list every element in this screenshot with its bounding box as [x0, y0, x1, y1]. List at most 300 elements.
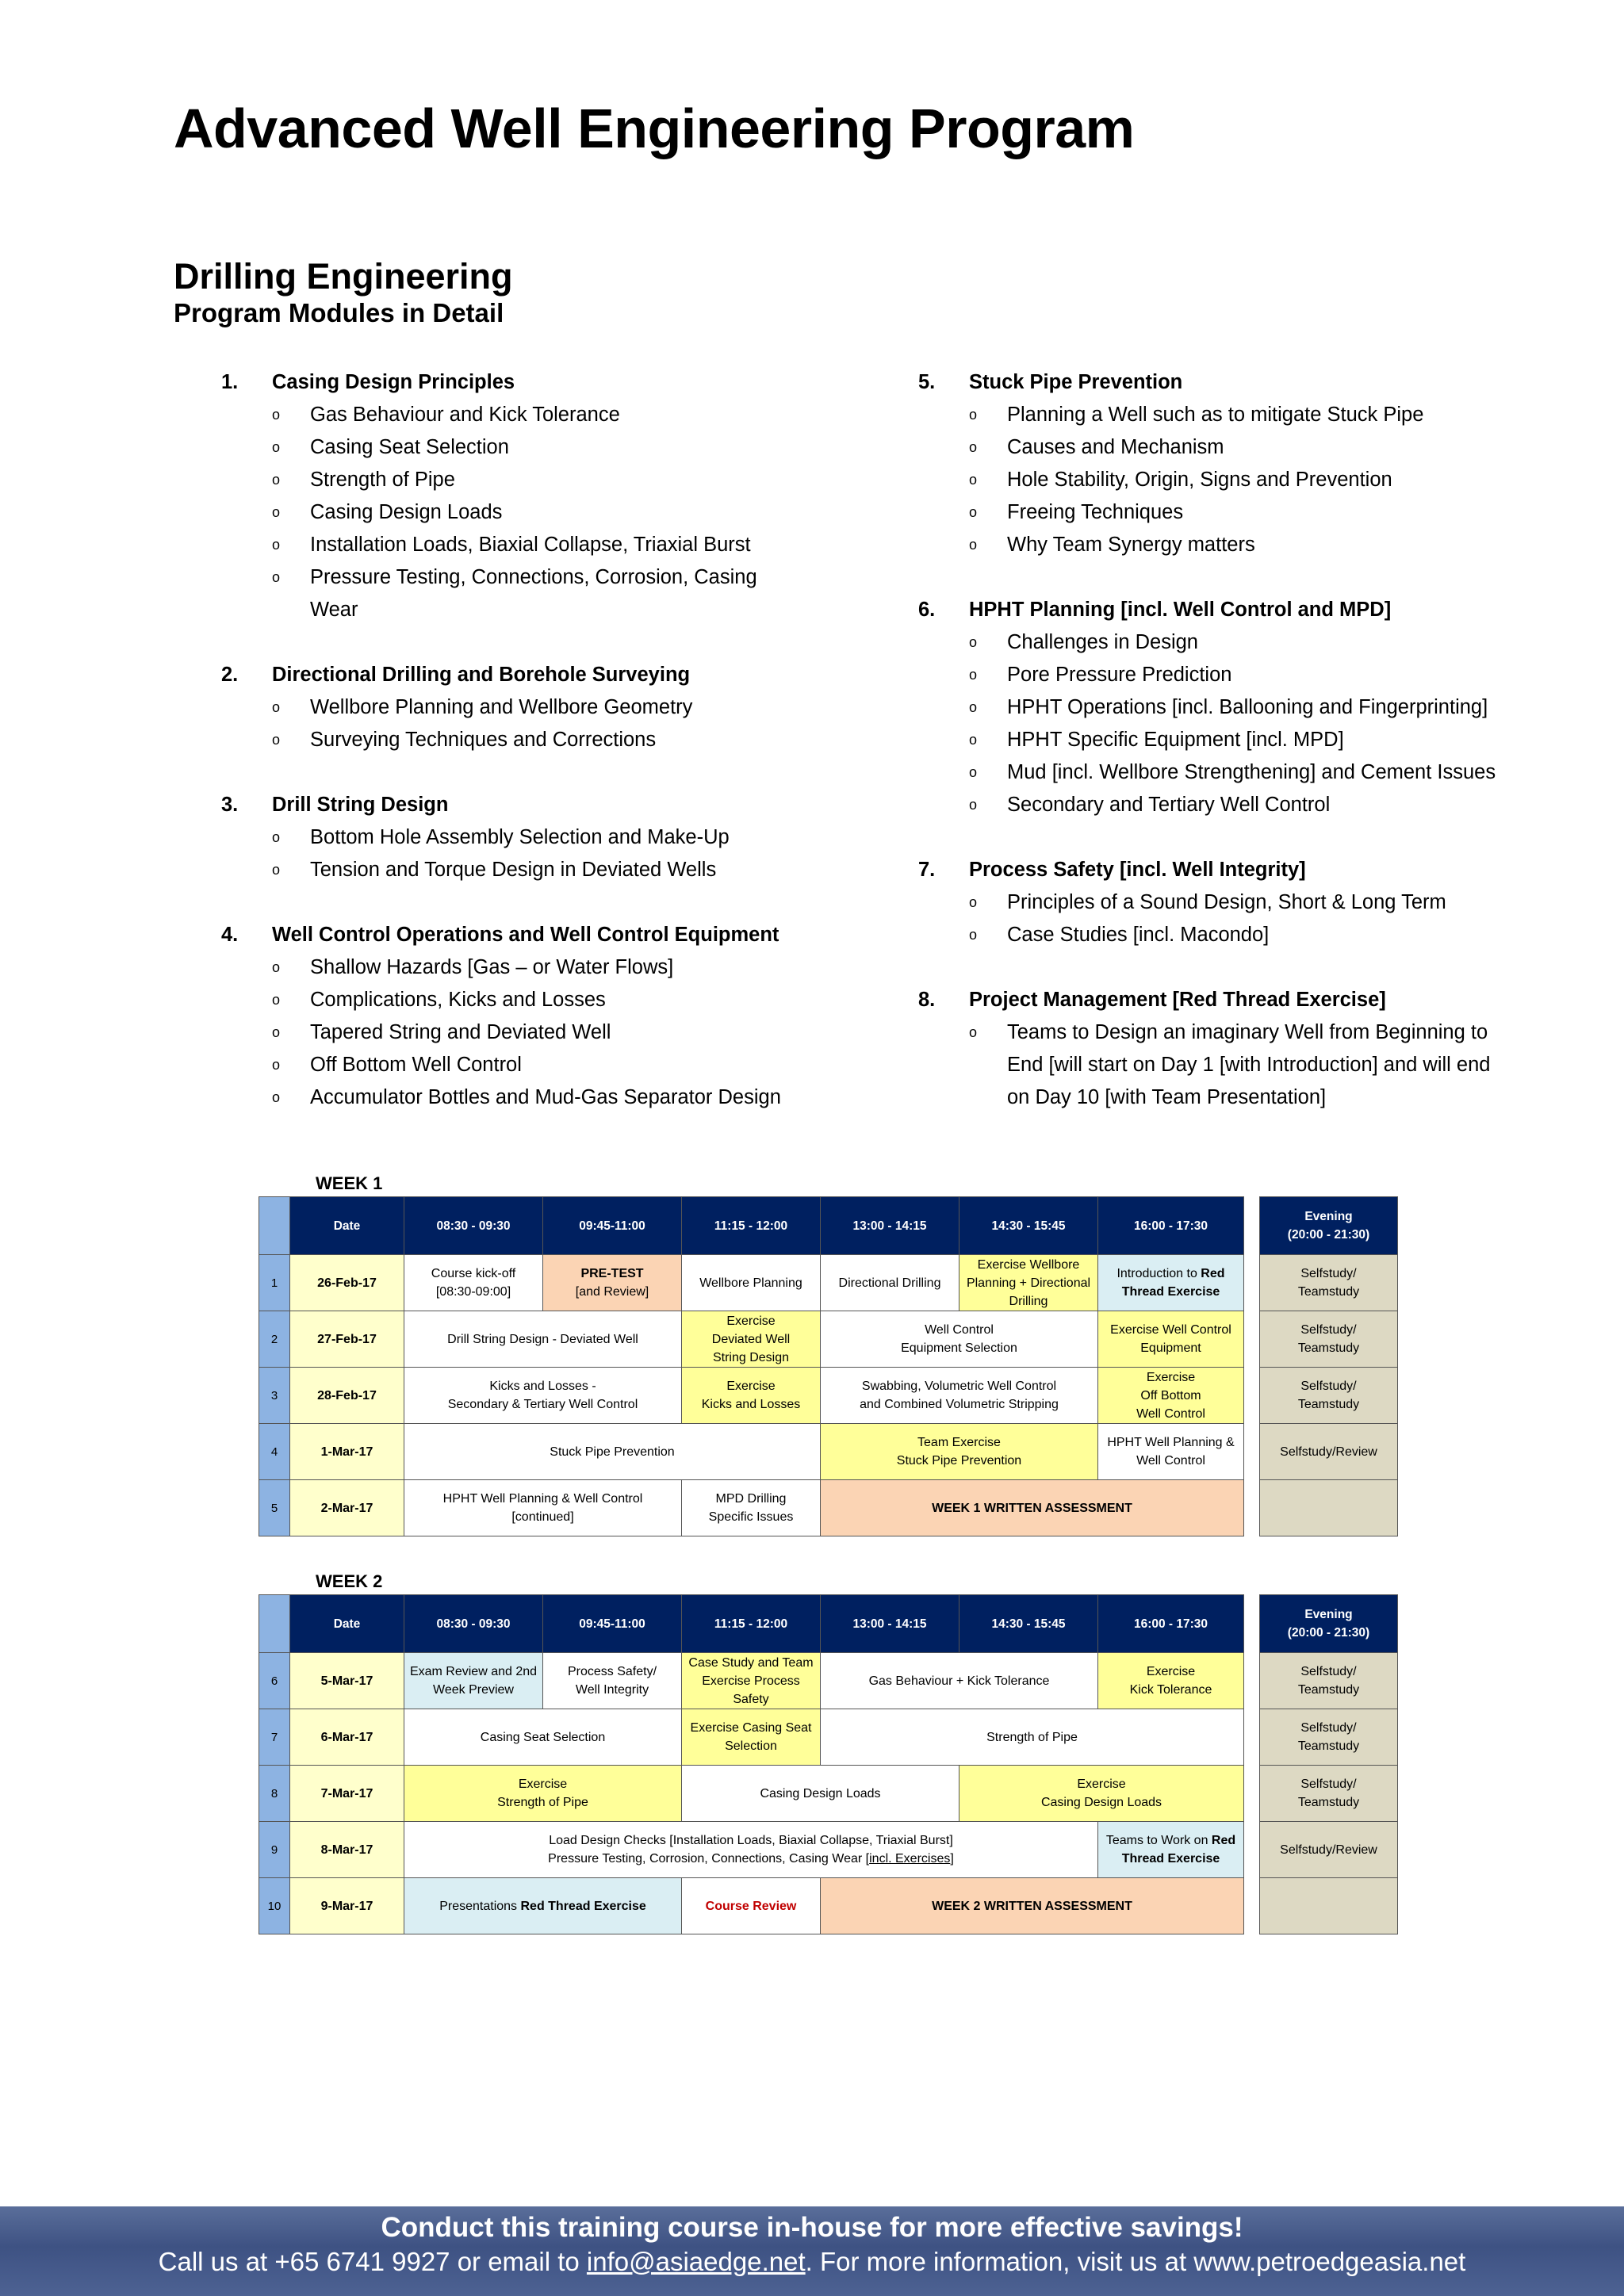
topic-text: Freeing Techniques [1007, 501, 1184, 523]
session-text: Exercise [726, 1380, 776, 1393]
session-line [824, 1339, 1094, 1357]
day-number: 3 [259, 1368, 290, 1424]
schedule-row [259, 1709, 1398, 1766]
session-cell [543, 1653, 682, 1709]
bullet-icon: o [272, 699, 281, 715]
section-heading: Program Modules in Detail [174, 298, 504, 327]
module-heading [918, 366, 1624, 399]
session-text: PRE-TEST [580, 1267, 644, 1280]
module-title: Directional Drilling and Borehole Surveying [272, 664, 691, 686]
session-text: Exercise Wellbore Planning + Directional Drilling [966, 1257, 1091, 1308]
evening-text: Selfstudy/ [1300, 1665, 1357, 1678]
session-text: Deviated Well [711, 1332, 791, 1346]
session-text: Course Review [705, 1899, 797, 1913]
module-topic [969, 691, 1624, 724]
session-line [824, 1672, 1094, 1690]
topic-text: Strength of Pipe [310, 469, 455, 491]
topic-text: Off Bottom Well Control [310, 1054, 522, 1076]
session-cell [404, 1424, 821, 1480]
module-topic-list [221, 821, 935, 886]
session-line [1101, 1831, 1240, 1868]
topic-text: Pressure Testing, Connections, Corrosion, Casing Wear [310, 566, 757, 621]
module-number: 7. [918, 859, 936, 881]
session-text: String Design [712, 1350, 790, 1364]
footer-banner [0, 2206, 1624, 2296]
module-topic [969, 789, 1624, 821]
session-cell [1098, 1255, 1244, 1311]
evening-text: Selfstudy/ [1300, 1380, 1357, 1393]
module-topic [969, 496, 1624, 529]
session-line [963, 1256, 1094, 1311]
day-date: 8-Mar-17 [290, 1822, 404, 1878]
session-line [685, 1312, 817, 1330]
session-cell [682, 1480, 821, 1536]
session-cell [404, 1368, 682, 1424]
bullet-icon: o [272, 829, 281, 845]
module-title: Stuck Pipe Prevention [969, 371, 1183, 393]
module-topic-list [918, 399, 1624, 561]
module-heading [221, 366, 935, 399]
day-number: 5 [259, 1480, 290, 1536]
module-title: Casing Design Principles [272, 371, 515, 393]
session-text: Kicks and Losses - [489, 1380, 596, 1393]
module-topic [272, 496, 935, 529]
session-line [963, 1793, 1240, 1812]
session-line [1101, 1681, 1240, 1699]
session-cell [404, 1878, 682, 1934]
bullet-icon: o [969, 472, 978, 488]
session-cell [404, 1709, 682, 1766]
session-text: Stuck Pipe Prevention [896, 1454, 1022, 1468]
session-line [408, 1897, 678, 1915]
schedule-row [259, 1766, 1398, 1822]
topic-text: Tension and Torque Design in Deviated Wells [310, 859, 717, 881]
session-cell [821, 1311, 1098, 1368]
column-header: Date [290, 1595, 404, 1653]
session-text: Stuck Pipe Prevention [550, 1445, 675, 1459]
module-topic [969, 399, 1624, 431]
column-gap [1244, 1766, 1260, 1822]
evening-cell [1260, 1878, 1398, 1934]
evening-text: Teamstudy [1297, 1739, 1360, 1753]
evening-cell [1260, 1424, 1398, 1480]
day-number: 1 [259, 1255, 290, 1311]
day-date: 1-Mar-17 [290, 1424, 404, 1480]
session-text: Selection [725, 1739, 777, 1753]
module-number: 5. [918, 371, 936, 393]
bullet-icon: o [969, 797, 978, 813]
week2-schedule-table [259, 1594, 1398, 1934]
topic-text: Installation Loads, Biaxial Collapse, Triaxial Burst [310, 534, 751, 556]
module-topic [969, 886, 1624, 919]
session-text: Pressure Testing, Corrosion, Connections, Casing Wear [ [548, 1852, 870, 1866]
module-title: Drill String Design [272, 794, 449, 816]
topic-text: Accumulator Bottles and Mud-Gas Separator Design [310, 1086, 781, 1108]
topic-text: Shallow Hazards [Gas – or Water Flows] [310, 956, 674, 978]
bullet-icon: o [272, 439, 281, 455]
column-gap [1244, 1822, 1260, 1878]
evening-cell [1260, 1255, 1398, 1311]
module-topic [272, 561, 935, 626]
module-block [918, 984, 1624, 1114]
session-text: Off Bottom [1140, 1388, 1201, 1402]
session-cell [821, 1653, 1098, 1709]
footer-contact [0, 2244, 1624, 2279]
session-line [408, 1831, 1094, 1850]
index-header [259, 1595, 290, 1653]
session-line [685, 1490, 817, 1508]
session-line [824, 1321, 1094, 1339]
topic-text: Pore Pressure Prediction [1007, 664, 1232, 686]
module-topic [272, 821, 935, 854]
session-text: and Combined Volumetric Stripping [860, 1398, 1059, 1411]
page-title: Advanced Well Engineering Program [174, 98, 1135, 159]
session-cell [404, 1255, 543, 1311]
session-text: HPHT Well Planning & Well Control [442, 1492, 643, 1506]
bullet-icon: o [272, 569, 281, 585]
bullet-icon: o [969, 764, 978, 780]
session-cell [959, 1255, 1098, 1311]
session-line [408, 1395, 678, 1414]
evening-cell [1260, 1766, 1398, 1822]
evening-text: Teamstudy [1297, 1285, 1360, 1299]
session-line [824, 1897, 1240, 1915]
session-line [408, 1490, 678, 1508]
module-topic [969, 659, 1624, 691]
evening-text: Selfstudy/ [1300, 1721, 1357, 1735]
session-cell [959, 1766, 1244, 1822]
session-line [685, 1719, 817, 1737]
session-line [546, 1283, 678, 1301]
session-text: Process Safety/ [567, 1665, 657, 1678]
module-topic [272, 1049, 935, 1081]
bullet-icon: o [969, 504, 978, 520]
session-line [408, 1377, 678, 1395]
session-text: Well Control [1136, 1454, 1205, 1468]
session-cell [1098, 1368, 1244, 1424]
schedule-row [259, 1480, 1398, 1536]
session-text: Well Control [1136, 1406, 1205, 1421]
session-line [408, 1728, 678, 1747]
module-block [221, 659, 935, 756]
session-cell [682, 1255, 821, 1311]
session-line [1101, 1663, 1240, 1681]
session-cell [1098, 1822, 1244, 1878]
evening-header [1260, 1197, 1398, 1255]
module-block [221, 789, 935, 886]
module-heading [221, 659, 935, 691]
evening-text: Teamstudy [1297, 1341, 1360, 1355]
module-heading [918, 854, 1624, 886]
module-topic [272, 984, 935, 1016]
session-line [824, 1452, 1094, 1470]
schedule-row [259, 1822, 1398, 1878]
module-topic [272, 529, 935, 561]
modules-left-column [221, 366, 935, 1146]
evening-text: Selfstudy/ [1300, 1777, 1357, 1791]
module-topic [272, 854, 935, 886]
column-header: 13:00 - 14:15 [821, 1197, 959, 1255]
session-text: [08:30-09:00] [435, 1285, 511, 1299]
session-cell [682, 1653, 821, 1709]
module-topic [272, 724, 935, 756]
module-topic-list [221, 399, 935, 626]
session-line [824, 1274, 956, 1292]
evening-cell [1260, 1709, 1398, 1766]
evening-cell [1260, 1653, 1398, 1709]
session-text: Exam Review and 2nd [409, 1665, 538, 1678]
session-text: Course kick-off [431, 1267, 516, 1280]
topic-text: Gas Behaviour and Kick Tolerance [310, 404, 620, 426]
module-topic-list [221, 691, 935, 756]
bullet-icon: o [272, 862, 281, 878]
module-topic-list [918, 626, 1624, 821]
column-header: 09:45-11:00 [543, 1197, 682, 1255]
session-cell [404, 1766, 682, 1822]
module-block [221, 919, 935, 1114]
session-text: Directional Drilling [838, 1276, 941, 1290]
session-text: Exercise [1077, 1777, 1126, 1791]
topic-text: Why Team Synergy matters [1007, 534, 1255, 556]
session-line [685, 1377, 817, 1395]
topic-text: Tapered String and Deviated Well [310, 1021, 611, 1043]
column-header: 08:30 - 09:30 [404, 1197, 543, 1255]
evening-text: Teamstudy [1297, 1398, 1360, 1411]
session-line [408, 1681, 539, 1699]
session-line [685, 1508, 817, 1526]
session-text: Team Exercise [917, 1436, 1001, 1449]
column-gap [1244, 1480, 1260, 1536]
topic-text: Causes and Mechanism [1007, 436, 1224, 458]
column-header: Date [290, 1197, 404, 1255]
day-date: 28-Feb-17 [290, 1368, 404, 1424]
column-header: 14:30 - 15:45 [959, 1197, 1098, 1255]
session-line [408, 1508, 678, 1526]
program-subtitle: Drilling Engineering [174, 256, 513, 297]
topic-text: Teams to Design an imaginary Well from Beginning to End [will start on Day 1 [with Introduction] and will end on Day 10 [with Team Presentation] [1007, 1021, 1491, 1108]
evening-text: Selfstudy/Review [1280, 1843, 1377, 1857]
session-text: Case Study and Team Exercise Process Safety [688, 1655, 814, 1706]
topic-text: Complications, Kicks and Losses [310, 989, 606, 1011]
week1-label: WEEK 1 [316, 1173, 383, 1193]
module-topic [272, 1016, 935, 1049]
column-header: 14:30 - 15:45 [959, 1595, 1098, 1653]
bullet-icon: o [272, 992, 281, 1008]
schedule-row [259, 1424, 1398, 1480]
session-text: Gas Behaviour + Kick Tolerance [868, 1674, 1050, 1688]
session-cell [682, 1368, 821, 1424]
evening-cell [1260, 1368, 1398, 1424]
module-topic [969, 919, 1624, 951]
day-number: 4 [259, 1424, 290, 1480]
session-text: WEEK 2 WRITTEN ASSESSMENT [932, 1899, 1132, 1913]
session-text: Kick Tolerance [1129, 1683, 1212, 1697]
email-link[interactable]: info@asiaedge.net [586, 2247, 806, 2276]
day-number: 7 [259, 1709, 290, 1766]
session-text: Exercise [726, 1314, 776, 1328]
evening-header [1260, 1595, 1398, 1653]
evening-header-time: (20:00 - 21:30) [1287, 1626, 1370, 1640]
module-title: Well Control Operations and Well Control Equipment [272, 924, 779, 946]
session-text: MPD Drilling [715, 1492, 787, 1506]
bullet-icon: o [969, 407, 978, 423]
modules-right-column [918, 366, 1624, 1146]
schedule-row [259, 1311, 1398, 1368]
module-topic [272, 399, 935, 431]
session-cell [1098, 1311, 1244, 1368]
evening-cell [1260, 1480, 1398, 1536]
column-gap [1244, 1653, 1260, 1709]
session-line [408, 1775, 678, 1793]
session-line [1101, 1265, 1240, 1301]
topic-text: Surveying Techniques and Corrections [310, 729, 657, 751]
session-line [408, 1663, 539, 1681]
module-heading [918, 984, 1624, 1016]
column-gap [1244, 1255, 1260, 1311]
session-text: Introduction to [1116, 1267, 1201, 1280]
session-text: Strength of Pipe [497, 1796, 588, 1809]
session-line [408, 1330, 678, 1349]
session-text: ] [950, 1852, 954, 1866]
session-text: Drill String Design - Deviated Well [447, 1332, 638, 1346]
module-title: HPHT Planning [incl. Well Control and MPD] [969, 599, 1392, 621]
footer-website-text: . For more information, visit us at www.petroedgeasia.net [805, 2247, 1466, 2276]
bullet-icon: o [272, 504, 281, 520]
module-block [918, 594, 1624, 821]
session-line [408, 1283, 539, 1301]
session-cell [543, 1255, 682, 1311]
index-header [259, 1197, 290, 1255]
bullet-icon: o [272, 537, 281, 553]
session-line [685, 1349, 817, 1367]
module-heading [221, 789, 935, 821]
session-line [685, 1330, 817, 1349]
module-topic [272, 1081, 935, 1114]
topic-text: Casing Seat Selection [310, 436, 509, 458]
session-line [685, 1737, 817, 1755]
week2-label: WEEK 2 [316, 1571, 383, 1591]
column-gap [1244, 1709, 1260, 1766]
day-number: 10 [259, 1878, 290, 1934]
session-line [685, 1785, 956, 1803]
session-text: Casing Design Loads [760, 1786, 881, 1800]
session-text: incl. Exercises [869, 1852, 951, 1866]
module-topic [272, 951, 935, 984]
footer-headline: Conduct this training course in-house for more effective savings! [381, 2212, 1243, 2243]
module-topic [969, 431, 1624, 464]
session-text: Casing Design Loads [1040, 1796, 1162, 1809]
schedule-header-row [259, 1595, 1398, 1653]
evening-text: Selfstudy/ [1300, 1323, 1357, 1337]
session-text: Casing Seat Selection [480, 1730, 606, 1744]
topic-text: HPHT Operations [incl. Ballooning and Fingerprinting] [1007, 696, 1488, 718]
topic-text: Challenges in Design [1007, 631, 1198, 653]
evening-header-time: (20:00 - 21:30) [1287, 1228, 1370, 1242]
session-line [963, 1775, 1240, 1793]
session-text: Load Design Checks [Installation Loads, Biaxial Collapse, Triaxial Burst] [549, 1834, 953, 1847]
session-text: [continued] [511, 1510, 574, 1524]
bullet-icon: o [272, 1057, 281, 1073]
bullet-icon: o [272, 1089, 281, 1105]
evening-header-label: Evening [1304, 1608, 1353, 1621]
session-cell [1098, 1424, 1244, 1480]
session-text: Exercise [1146, 1370, 1196, 1384]
session-text: Red Thread Exercise [520, 1899, 646, 1913]
module-topic-list [221, 951, 935, 1114]
schedule-row [259, 1653, 1398, 1709]
evening-cell [1260, 1311, 1398, 1368]
session-text: Strength of Pipe [986, 1730, 1078, 1744]
column-gap [1244, 1595, 1260, 1653]
topic-text: Secondary and Tertiary Well Control [1007, 794, 1331, 816]
session-text: HPHT Well Planning & [1107, 1436, 1235, 1449]
bullet-icon: o [969, 634, 978, 650]
column-gap [1244, 1197, 1260, 1255]
session-cell [682, 1878, 821, 1934]
session-cell [682, 1766, 959, 1822]
session-text: [and Review] [575, 1285, 649, 1299]
session-cell [404, 1653, 543, 1709]
module-heading [918, 594, 1624, 626]
session-cell [404, 1480, 682, 1536]
session-line [824, 1433, 1094, 1452]
topic-text: Principles of a Sound Design, Short & Long Term [1007, 891, 1446, 913]
day-date: 9-Mar-17 [290, 1878, 404, 1934]
day-number: 9 [259, 1822, 290, 1878]
column-header: 11:15 - 12:00 [682, 1197, 821, 1255]
session-line [824, 1728, 1240, 1747]
module-number: 3. [221, 794, 239, 816]
bullet-icon: o [969, 1024, 978, 1040]
session-line [408, 1793, 678, 1812]
session-text: Exercise Casing Seat [690, 1721, 812, 1735]
evening-text: Teamstudy [1297, 1683, 1360, 1697]
schedule-row [259, 1255, 1398, 1311]
session-text: Specific Issues [708, 1510, 794, 1524]
session-text: Wellbore Planning [699, 1276, 802, 1290]
schedule-row [259, 1878, 1398, 1934]
bullet-icon: o [272, 732, 281, 748]
module-topic [969, 626, 1624, 659]
module-block [918, 366, 1624, 561]
week1-schedule-table [259, 1196, 1398, 1536]
session-text: Well Integrity [575, 1683, 649, 1697]
column-gap [1244, 1878, 1260, 1934]
schedule-row [259, 1368, 1398, 1424]
evening-text: Selfstudy/Review [1280, 1445, 1377, 1459]
module-title: Project Management [Red Thread Exercise] [969, 989, 1386, 1011]
day-date: 26-Feb-17 [290, 1255, 404, 1311]
session-line [1101, 1452, 1240, 1470]
bullet-icon: o [969, 894, 978, 910]
session-line [1101, 1405, 1240, 1423]
module-topic [969, 756, 1624, 789]
module-topic [969, 1016, 1624, 1114]
topic-text: HPHT Specific Equipment [incl. MPD] [1007, 729, 1344, 751]
session-line [546, 1265, 678, 1283]
bullet-icon: o [969, 699, 978, 715]
session-text: Exercise Well Control Equipment [1110, 1323, 1231, 1355]
session-cell [821, 1368, 1098, 1424]
session-cell [821, 1480, 1244, 1536]
column-header: 16:00 - 17:30 [1098, 1595, 1244, 1653]
session-text: Red Thread Exercise [1121, 1834, 1236, 1866]
session-line [824, 1377, 1094, 1395]
module-number: 6. [918, 599, 936, 621]
session-text: Well Control [925, 1323, 994, 1337]
module-number: 1. [221, 371, 239, 393]
bullet-icon: o [969, 927, 978, 943]
